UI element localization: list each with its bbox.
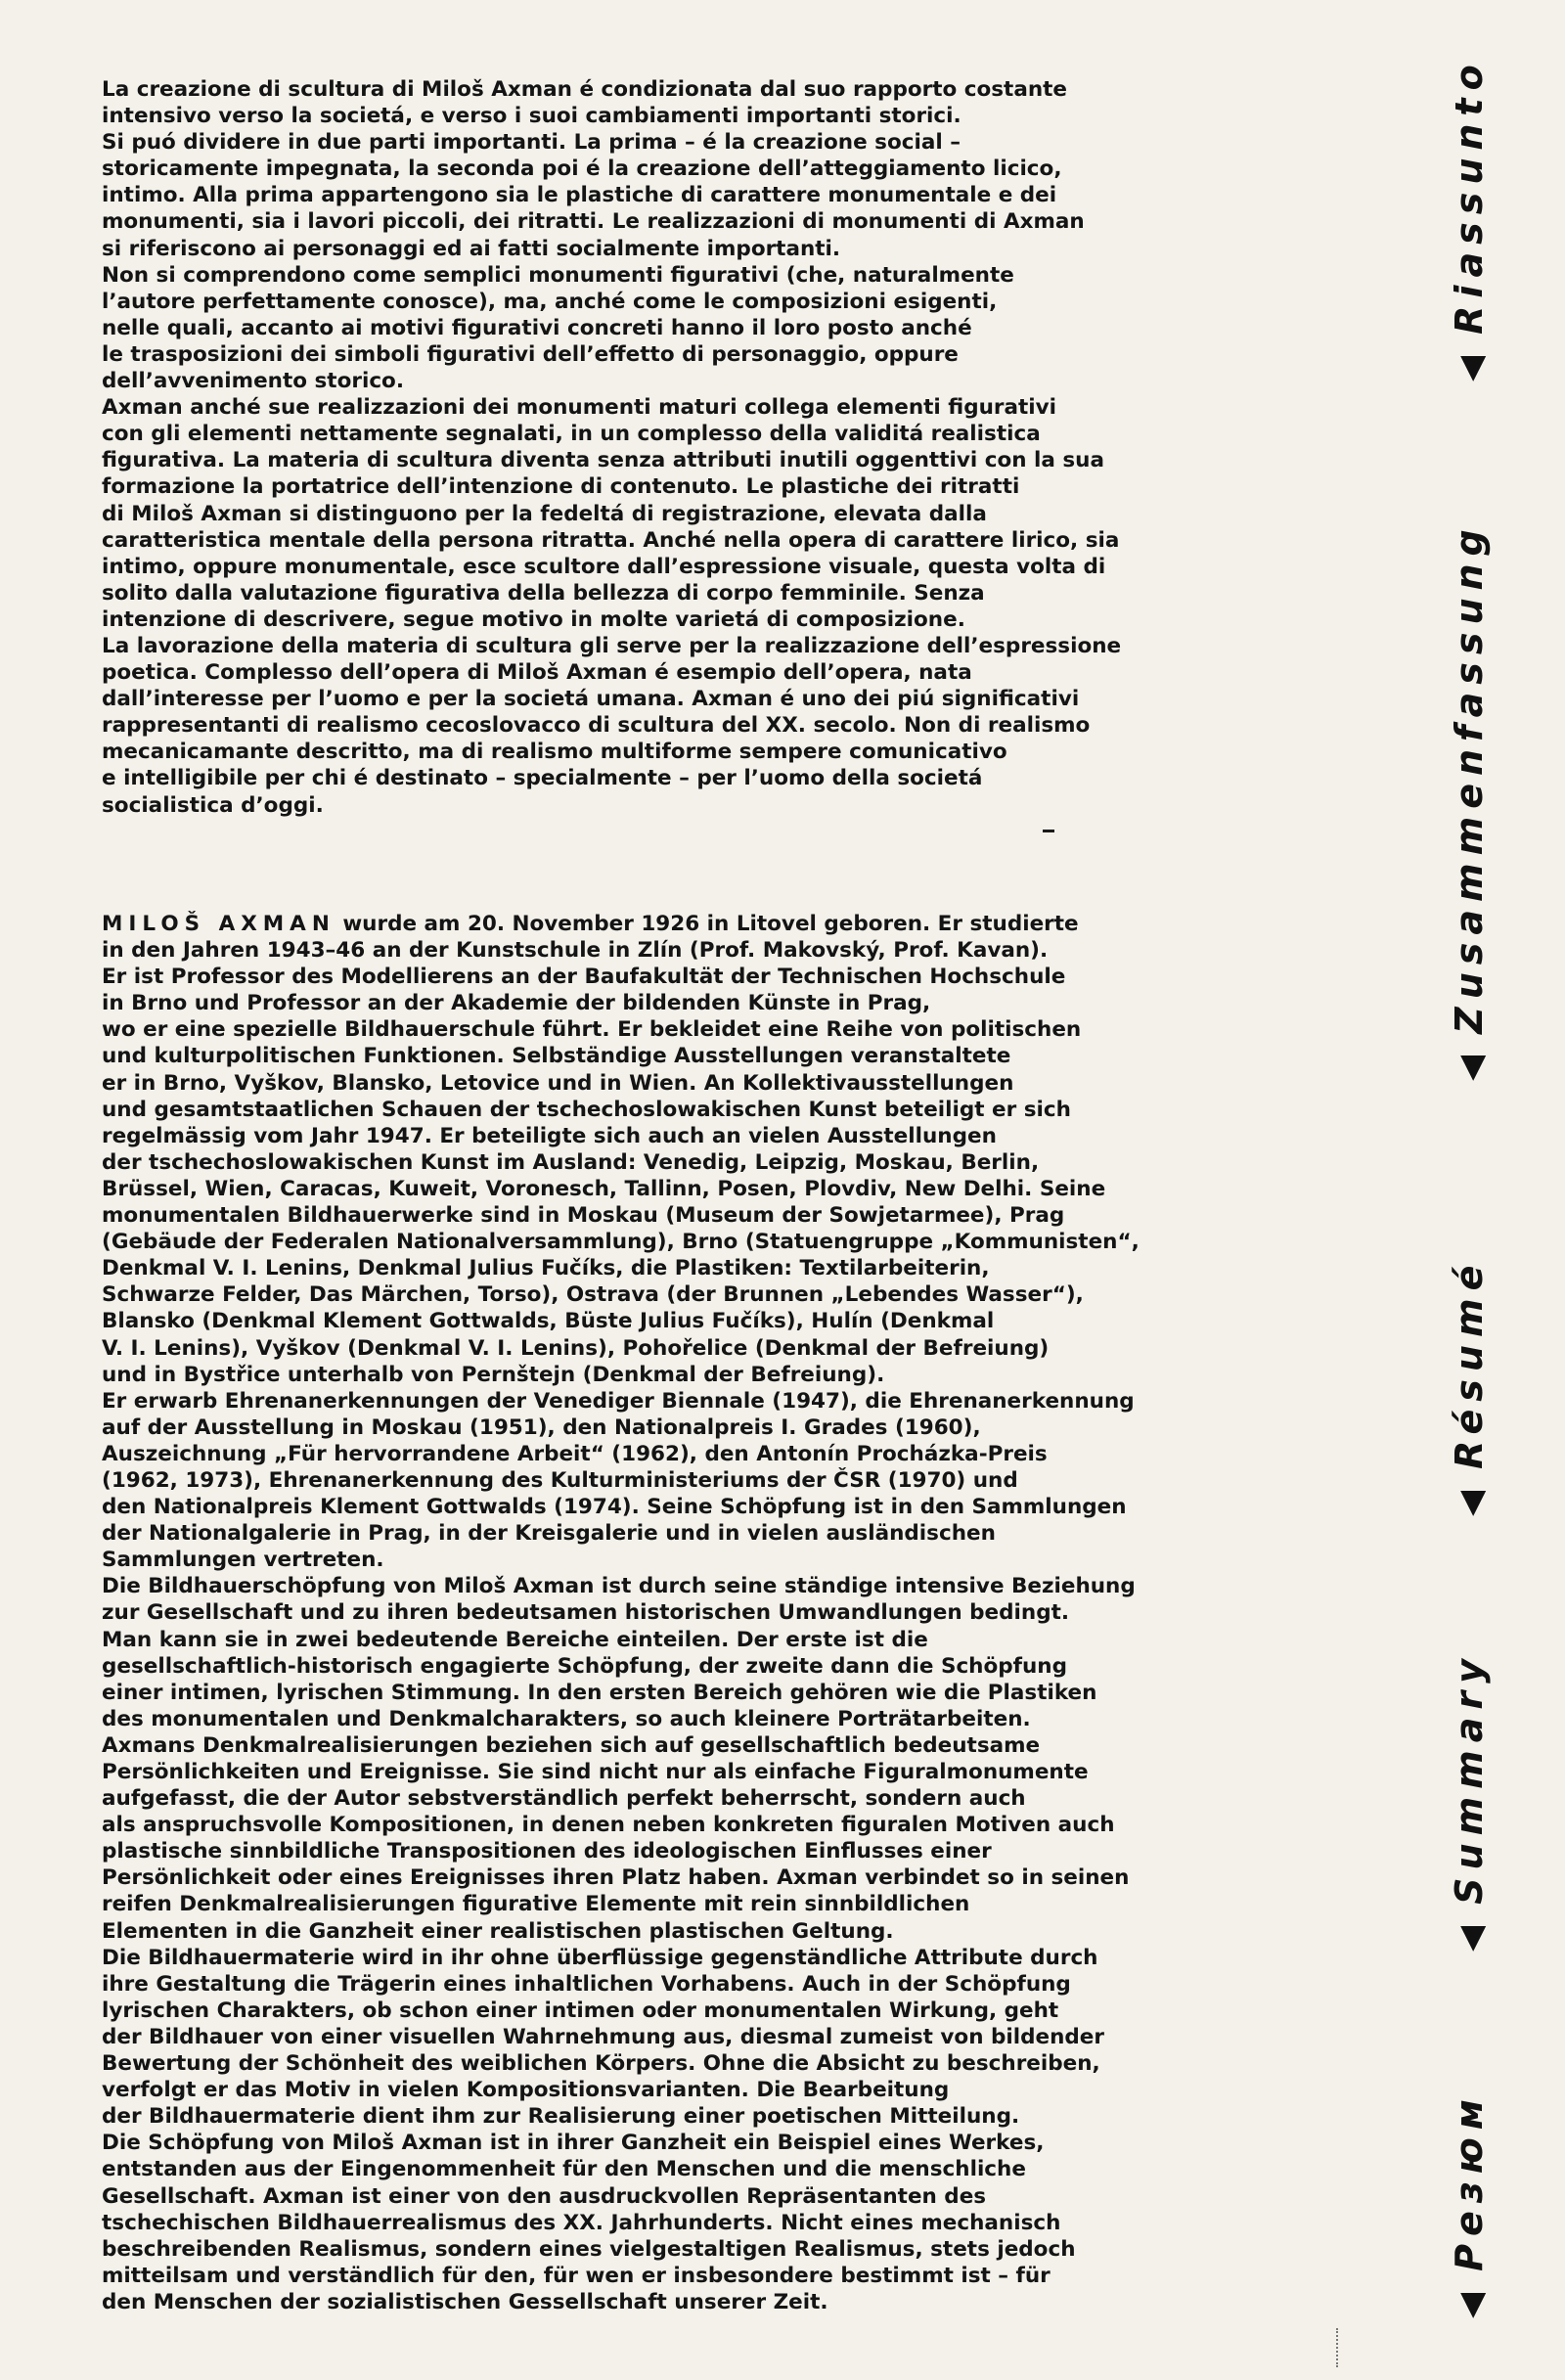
german-first-line-text: wurde am 20. November 1926 in Litovel geboren. Er studierte	[335, 912, 1079, 936]
text-line: aufgefasst, die der Autor sebstverständlich perfekt beherrscht, sondern auch	[102, 1786, 1026, 1812]
text-line: La creazione di scultura di Miloš Axman é condizionata dal suo rapporto costante	[102, 77, 1068, 102]
text-line: Non si comprendono come semplici monumenti figurativi (che, naturalmente	[102, 262, 1014, 288]
sidebar-label-text: Резюм	[1448, 2091, 1491, 2271]
text-line: Si puó dividere in due parti importanti. La prima – é la creazione social –	[102, 130, 961, 156]
text-line: als anspruchsvolle Kompositionen, in denen neben konkreten figuralen Motiven auch	[102, 1813, 1115, 1838]
text-line: dell’avvenimento storico.	[102, 369, 404, 394]
language-sidebar	[1408, 57, 1491, 2348]
text-line: monumenti, sia i lavori piccoli, dei ritratti. Le realizzazioni di monumenti di Axman	[102, 209, 1085, 235]
dotted-mark	[1336, 2328, 1341, 2367]
text-line: si riferiscono ai personaggi ed ai fatti socialmente importanti.	[102, 236, 841, 261]
text-line: entstanden aus der Eingenommenheit für den Menschen und die menschliche	[102, 2157, 1026, 2182]
triangle-marker-icon: ◀	[1452, 2292, 1491, 2318]
text-line: Auszeichnung „Für hervorrandene Arbeit“ (1962), den Antonín Procházka-Preis	[102, 1441, 1048, 1466]
sidebar-label-text: Riassunto	[1448, 57, 1491, 335]
text-line: der tschechoslowakischen Kunst im Ausland: Venedig, Leipzig, Moskau, Berlin,	[102, 1149, 1040, 1175]
text-line: e intelligibile per chi é destinato – specialmente – per l’uomo della societá	[102, 766, 983, 791]
text-line: con gli elementi nettamente segnalati, in un complesso della validitá realistica	[102, 422, 1041, 447]
text-line: l’autore perfettamente conosce), ma, anché come le composizioni esigenti,	[102, 289, 998, 314]
text-line: dall’interesse per l’uomo e per la societá umana. Axman é uno dei piú significativi	[102, 687, 1080, 712]
text-line: Schwarze Felder, Das Märchen, Torso), Ostrava (der Brunnen „Lebendes Wasser“),	[102, 1282, 1084, 1308]
text-line: in Brno und Professor an der Akademie der bildenden Künste in Prag,	[102, 991, 931, 1016]
text-line: La lavorazione della materia di scultura gli serve per la realizzazione dell’espressione	[102, 633, 1122, 658]
text-line: Brüssel, Wien, Caracas, Kuweit, Voronesch, Tallinn, Posen, Plovdiv, New Delhi. Seine	[102, 1176, 1106, 1201]
text-line: Er ist Professor des Modellierens an der Baufakultät der Technischen Hochschule	[102, 965, 1066, 990]
text-line: intensivo verso la societá, e verso i suoi cambiamenti importanti storici.	[102, 104, 961, 129]
text-line: le trasposizioni dei simboli figurativi dell’effetto di personaggio, oppure	[102, 341, 959, 367]
text-line: und in Bystřice unterhalb von Pernštejn (Denkmal der Befreiung).	[102, 1362, 885, 1387]
text-line: verfolgt er das Motiv in vielen Kompositionsvarianten. Die Bearbeitung	[102, 2078, 950, 2103]
text-line: intimo. Alla prima appartengono sia le plastiche di carattere monumentale e dei	[102, 183, 1057, 208]
text-line: den Nationalpreis Klement Gottwalds (1974). Seine Schöpfung ist in den Sammlungen	[102, 1495, 1127, 1520]
text-line: rappresentanti di realismo cecoslovacco di scultura del XX. secolo. Non di realismo	[102, 713, 1091, 739]
text-line: di Miloš Axman si distinguono per la fedeltá di registrazione, elevata dalla	[102, 501, 987, 526]
text-line: reifen Denkmalrealisierungen figurative Elemente mit rein sinnbildlichen	[102, 1892, 970, 1917]
text-line: regelmässig vom Jahr 1947. Er beteiligte sich auch an vielen Ausstellungen	[102, 1123, 997, 1148]
text-line: caratteristica mentale della persona ritratta. Anché nella opera di carattere lirico, sia	[102, 527, 1120, 553]
text-line: Axman anché sue realizzazioni dei monumenti maturi collega elementi figurativi	[102, 395, 1057, 421]
text-line: socialistica d’oggi.	[102, 792, 324, 818]
text-line: formazione la portatrice dell’intenzione di contenuto. Le plastiche dei ritratti	[102, 474, 1020, 500]
text-line: auf der Ausstellung in Moskau (1951), den Nationalpreis I. Grades (1960),	[102, 1415, 981, 1440]
text-line: Man kann sie in zwei bedeutende Bereiche einteilen. Der erste ist die	[102, 1627, 928, 1652]
text-line: Sammlungen vertreten.	[102, 1548, 384, 1573]
text-line: (Gebäude der Federalen Nationalversammlung), Brno (Statuengruppe „Kommunisten“,	[102, 1230, 1140, 1255]
text-line: den Menschen der sozialistischen Gessellschaft unserer Zeit.	[102, 2289, 828, 2314]
text-line: Die Schöpfung von Miloš Axman ist in ihrer Ganzheit ein Beispiel eines Werkes,	[102, 2131, 1045, 2156]
german-summary-text	[102, 911, 1256, 2315]
text-line: Denkmal V. I. Lenins, Denkmal Julius Fučíks, die Plastiken: Textilarbeiterin,	[102, 1256, 990, 1281]
text-line: Gesellschaft. Axman ist einer von den ausdruckvollen Repräsentanten des	[102, 2183, 987, 2209]
text-line: Bewertung der Schönheit des weiblichen Körpers. Ohne die Absicht zu beschreiben,	[102, 2051, 1100, 2077]
sidebar-label-text: Summary	[1448, 1651, 1491, 1905]
sidebar-label-text: Résumé	[1448, 1257, 1491, 1469]
sidebar-label-riassunto	[1448, 57, 1491, 382]
text-line: Die Bildhauerschöpfung von Miloš Axman ist durch seine ständige intensive Beziehung	[102, 1574, 1136, 1599]
text-line: mitteilsam und verständlich für den, für wen er insbesondere bestimmt ist – für	[102, 2263, 1051, 2288]
text-line: der Bildhauer von einer visuellen Wahrnehmung aus, diesmal zumeist von bildender	[102, 2024, 1104, 2049]
text-line: mecanicamante descritto, ma di realismo multiforme sempere comunicativo	[102, 740, 1007, 765]
dash-mark	[1043, 830, 1054, 832]
text-line: Persönlichkeit oder eines Ereignisses ihren Platz haben. Axman verbindet so in seinen	[102, 1865, 1130, 1891]
triangle-marker-icon: ◀	[1452, 355, 1491, 382]
sidebar-label-resume	[1448, 1258, 1491, 1516]
text-line: tschechischen Bildhauerrealismus des XX. Jahrhunderts. Nicht eines mechanisch	[102, 2210, 1061, 2235]
text-line: monumentalen Bildhauerwerke sind in Moskau (Museum der Sowjetarmee), Prag	[102, 1203, 1065, 1229]
text-line: nelle quali, accanto ai motivi figurativi concreti hanno il loro posto anché	[102, 315, 972, 340]
text-line: zur Gesellschaft und zu ihren bedeutsamen historischen Umwandlungen bedingt.	[102, 1600, 1070, 1626]
author-name: MILOŠ AXMAN	[102, 912, 335, 936]
text-line: intenzione di descrivere, segue motivo in molte varietá di composizione.	[102, 606, 965, 632]
text-line: der Bildhauermaterie dient ihm zur Realisierung einer poetischen Mitteilung.	[102, 2104, 1020, 2130]
text-line: plastische sinnbildliche Transpositionen des ideologischen Einflusses einer	[102, 1839, 992, 1864]
text-line: Axmans Denkmalrealisierungen beziehen sich auf gesellschaftlich bedeutsame	[102, 1732, 1041, 1758]
text-line: und gesamtstaatlichen Schauen der tschechoslowakischen Kunst beteiligt er sich	[102, 1097, 1071, 1122]
text-line: V. I. Lenins), Vyškov (Denkmal V. I. Lenins), Pohořelice (Denkmal der Befreiung)	[102, 1335, 1050, 1361]
text-line: er in Brno, Vyškov, Blansko, Letovice und in Wien. An Kollektivausstellungen	[102, 1070, 1014, 1096]
text-line: Die Bildhauermaterie wird in ihr ohne überflüssige gegenständliche Attribute durch	[102, 1945, 1098, 1970]
text-line: lyrischen Charakters, ob schon einer intimen oder monumentalen Wirkung, geht	[102, 1998, 1059, 2023]
text-line: storicamente impegnata, la seconda poi é la creazione dell’atteggiamento licico,	[102, 157, 1062, 182]
text-line: Er erwarb Ehrenanerkennungen der Venediger Biennale (1947), die Ehrenanerkennung	[102, 1388, 1135, 1414]
text-line: des monumentalen und Denkmalcharakters, so auch kleinere Porträtarbeiten.	[102, 1706, 1031, 1731]
text-line: Blansko (Denkmal Klement Gottwalds, Büste Julius Fučíks), Hulín (Denkmal	[102, 1309, 995, 1334]
sidebar-label-zusammenfassung	[1448, 521, 1491, 1081]
text-line: einer intimen, lyrischen Stimmung. In den ersten Bereich gehören wie die Plastiken	[102, 1680, 1097, 1705]
text-line: figurativa. La materia di scultura diventa senza attributi inutili oggenttivi con la sua	[102, 448, 1104, 473]
triangle-marker-icon: ◀	[1452, 1925, 1491, 1952]
text-line: gesellschaftlich-historisch engagierte Schöpfung, der zweite dann die Schöpfung	[102, 1653, 1068, 1679]
text-line: und kulturpolitischen Funktionen. Selbständige Ausstellungen veranstaltete	[102, 1044, 1011, 1069]
text-line: intimo, oppure monumentale, esce scultore dall’espressione visuale, questa volta di	[102, 554, 1106, 579]
text-line: in den Jahren 1943–46 an der Kunstschule in Zlín (Prof. Makovský, Prof. Kavan).	[102, 938, 1049, 964]
text-line: beschreibenden Realismus, sondern eines vielgestaltigen Realismus, stets jedoch	[102, 2236, 1076, 2262]
text-line: wo er eine spezielle Bildhauerschule führt. Er bekleidet eine Reihe von politischen	[102, 1017, 1082, 1043]
text-line: (1962, 1973), Ehrenanerkennung des Kulturministeriums der ČSR (1970) und	[102, 1467, 1018, 1493]
sidebar-label-rezyume	[1448, 2091, 1491, 2318]
text-line: Persönlichkeiten und Ereignisse. Sie sind nicht nur als einfache Figuralmonumente	[102, 1760, 1089, 1784]
triangle-marker-icon: ◀	[1452, 1055, 1491, 1081]
triangle-marker-icon: ◀	[1452, 1490, 1491, 1516]
german-first-line	[102, 911, 1256, 937]
sidebar-label-summary	[1448, 1651, 1491, 1952]
sidebar-label-text: Zusammenfassung	[1448, 521, 1491, 1034]
text-line: solito dalla valutazione figurativa della bellezza di corpo femminile. Senza	[102, 580, 985, 606]
text-line: Elementen in die Ganzheit einer realistischen plastischen Geltung.	[102, 1918, 894, 1944]
italian-summary-text	[102, 76, 1256, 819]
text-line: der Nationalgalerie in Prag, in der Kreisgalerie und in vielen ausländischen	[102, 1521, 996, 1547]
text-line: ihre Gestaltung die Trägerin eines inhaltlichen Vorhabens. Auch in der Schöpfung	[102, 1971, 1071, 1997]
text-line: poetica. Complesso dell’opera di Miloš Axman é esempio dell’opera, nata	[102, 660, 972, 686]
